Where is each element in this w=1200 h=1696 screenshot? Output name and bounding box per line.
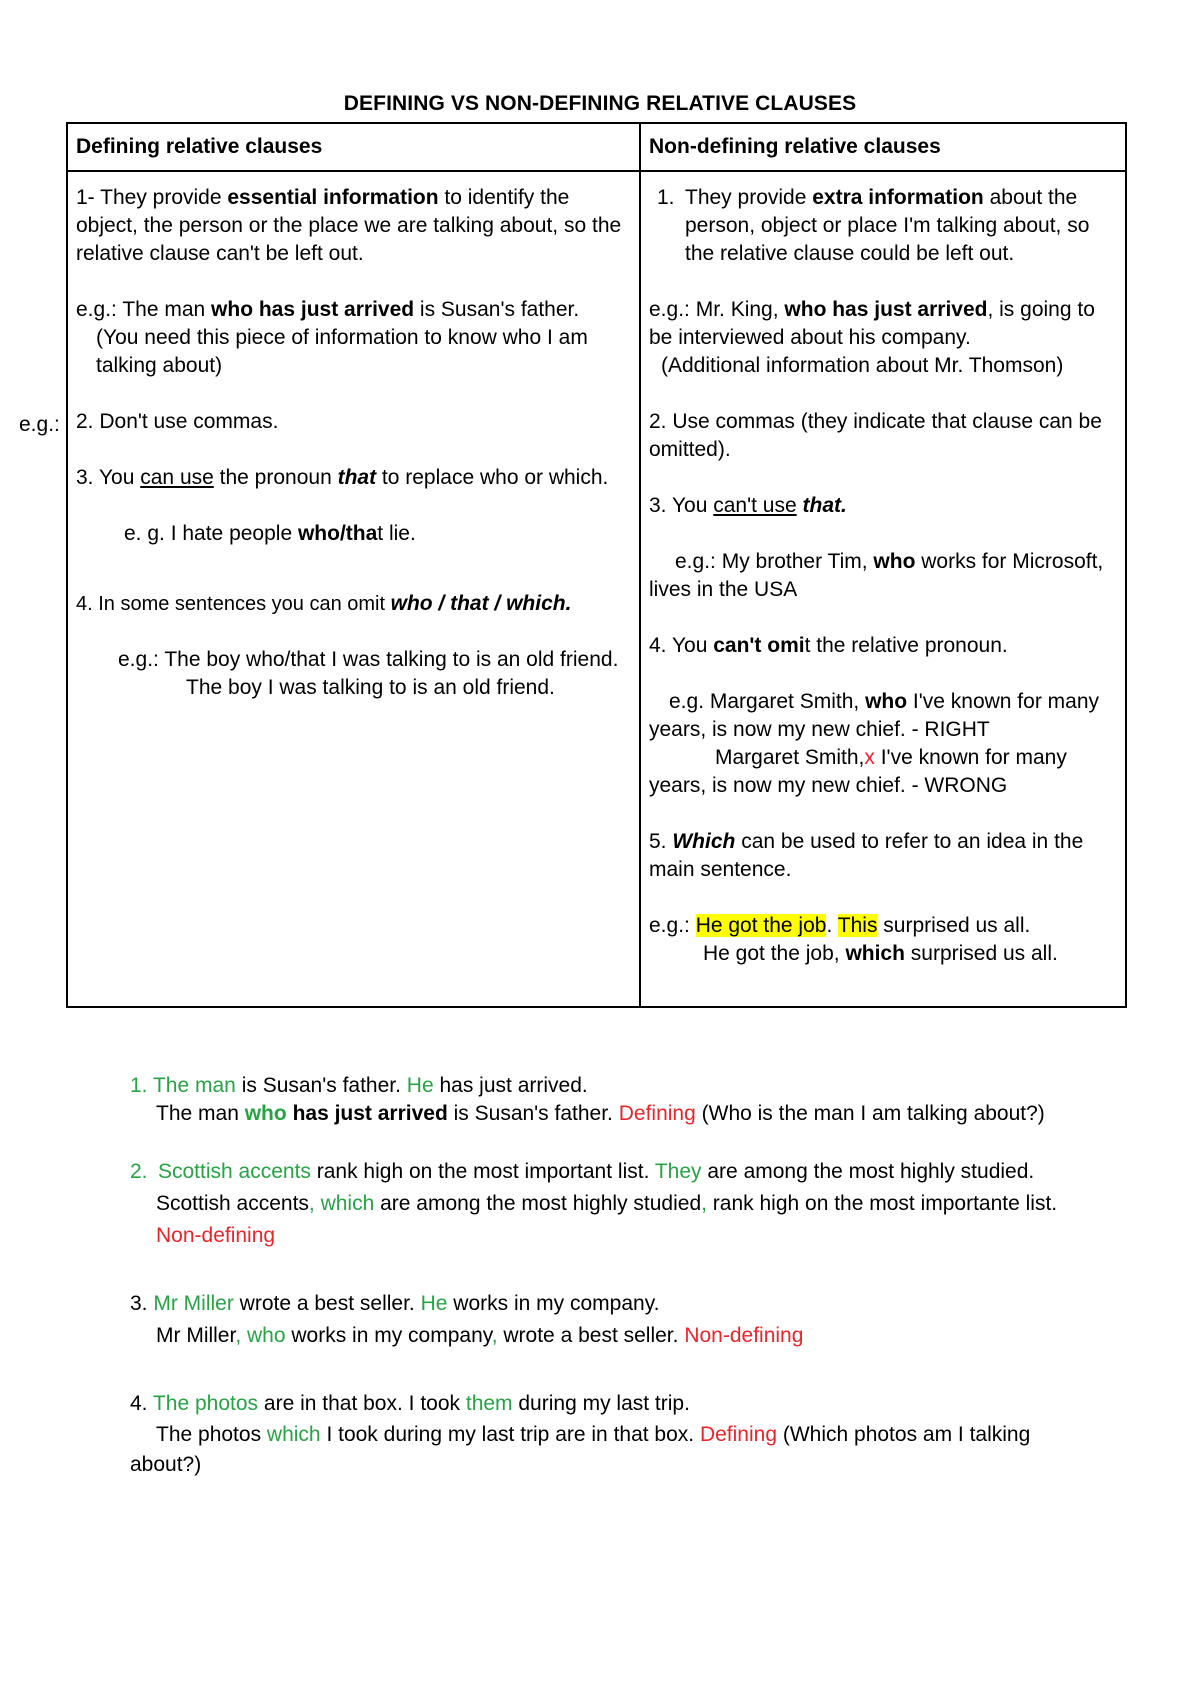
defining-point-4: 4. In some sentences you can omit who / that / which. bbox=[76, 592, 572, 615]
margin-note: e.g.: bbox=[19, 413, 60, 436]
exercise-4-sentence: 4. The photos are in that box. I took them during my last trip. bbox=[130, 1392, 690, 1415]
exercise-2-sentence: 2. Scottish accents rank high on the most important list. They are among the most highly studied. bbox=[130, 1160, 1035, 1183]
exercise-2-answer: Scottish accents, which are among the most highly studied, rank high on the most importante list. Non-defining bbox=[156, 1192, 1058, 1247]
exercises bbox=[130, 1072, 1090, 1508]
defining-point-1: 1- They provide essential information to identify the object, the person or the place we are talking about, so the relative clause can't be left out. bbox=[76, 186, 622, 265]
non-defining-point-1: 1. They provide extra information about the person, object or place I'm talking about, so the relative clause could be left out. bbox=[657, 186, 1090, 265]
defining-example-1: e.g.: The man who has just arrived is Susan's father. bbox=[76, 298, 580, 321]
header-defining: Defining relative clauses bbox=[67, 123, 640, 171]
comparison-table bbox=[66, 122, 1127, 1008]
non-defining-example-4-right: e.g. Margaret Smith, who I've known for many years, is now my new chief. - RIGHT bbox=[649, 690, 1100, 741]
page-title: DEFINING VS NON-DEFINING RELATIVE CLAUSES bbox=[343, 92, 857, 115]
non-defining-example-1-note: (Additional information about Mr. Thomson) bbox=[661, 354, 1064, 377]
exercise-3 bbox=[130, 1288, 1090, 1352]
non-defining-point-3: 3. You can't use that. bbox=[649, 494, 847, 517]
defining-example-1-note: (You need this piece of information to know who I am talking about) bbox=[96, 326, 588, 377]
non-defining-example-1: e.g.: Mr. King, who has just arrived, is going to be interviewed about his company. bbox=[649, 298, 1095, 349]
non-defining-example-4-wrong: Margaret Smith,x I've known for many years, is now my new chief. - WRONG bbox=[649, 746, 1067, 797]
non-defining-point-5: 5. Which can be used to refer to an idea in the main sentence. bbox=[649, 830, 1084, 881]
exercise-4 bbox=[130, 1388, 1090, 1480]
defining-example-3: e. g. I hate people who/that lie. bbox=[124, 522, 416, 545]
non-defining-example-5: e.g.: He got the job. This surprised us all. bbox=[649, 914, 1031, 937]
exercise-4-answer: The photos which I took during my last trip are in that box. Defining (Which photos am I talking about?) bbox=[130, 1423, 1031, 1476]
defining-point-2: 2. Don't use commas. bbox=[76, 410, 279, 433]
table-header-row bbox=[67, 123, 1126, 171]
exercise-3-answer: Mr Miller, who works in my company, wrote a best seller. Non-defining bbox=[156, 1324, 804, 1347]
exercise-1-sentence: 1. The man is Susan's father. He has just arrived. bbox=[130, 1074, 588, 1097]
non-defining-point-2: 2. Use commas (they indicate that clause can be omitted). bbox=[649, 410, 1102, 461]
defining-column bbox=[67, 171, 640, 1007]
non-defining-point-4: 4. You can't omit the relative pronoun. bbox=[649, 634, 1008, 657]
exercise-3-sentence: 3. Mr Miller wrote a best seller. He works in my company. bbox=[130, 1292, 660, 1315]
exercise-2 bbox=[130, 1156, 1090, 1252]
defining-example-4: e.g.: The boy who/that I was talking to is an old friend. bbox=[118, 648, 619, 671]
exercise-1-answer: The man who has just arrived is Susan's father. Defining (Who is the man I am talking about?) bbox=[156, 1102, 1045, 1125]
non-defining-example-5-combined: He got the job, which surprised us all. bbox=[703, 942, 1058, 965]
non-defining-column bbox=[640, 171, 1126, 1007]
non-defining-example-3: e.g.: My brother Tim, who works for Microsoft, lives in the USA bbox=[649, 550, 1104, 601]
exercise-1 bbox=[130, 1072, 1090, 1128]
defining-point-3: 3. You can use the pronoun that to replace who or which. bbox=[76, 466, 609, 489]
defining-example-4-omitted: The boy I was talking to is an old friend. bbox=[186, 676, 555, 699]
header-non-defining: Non-defining relative clauses bbox=[640, 123, 1126, 171]
table-body-row bbox=[67, 171, 1126, 1007]
